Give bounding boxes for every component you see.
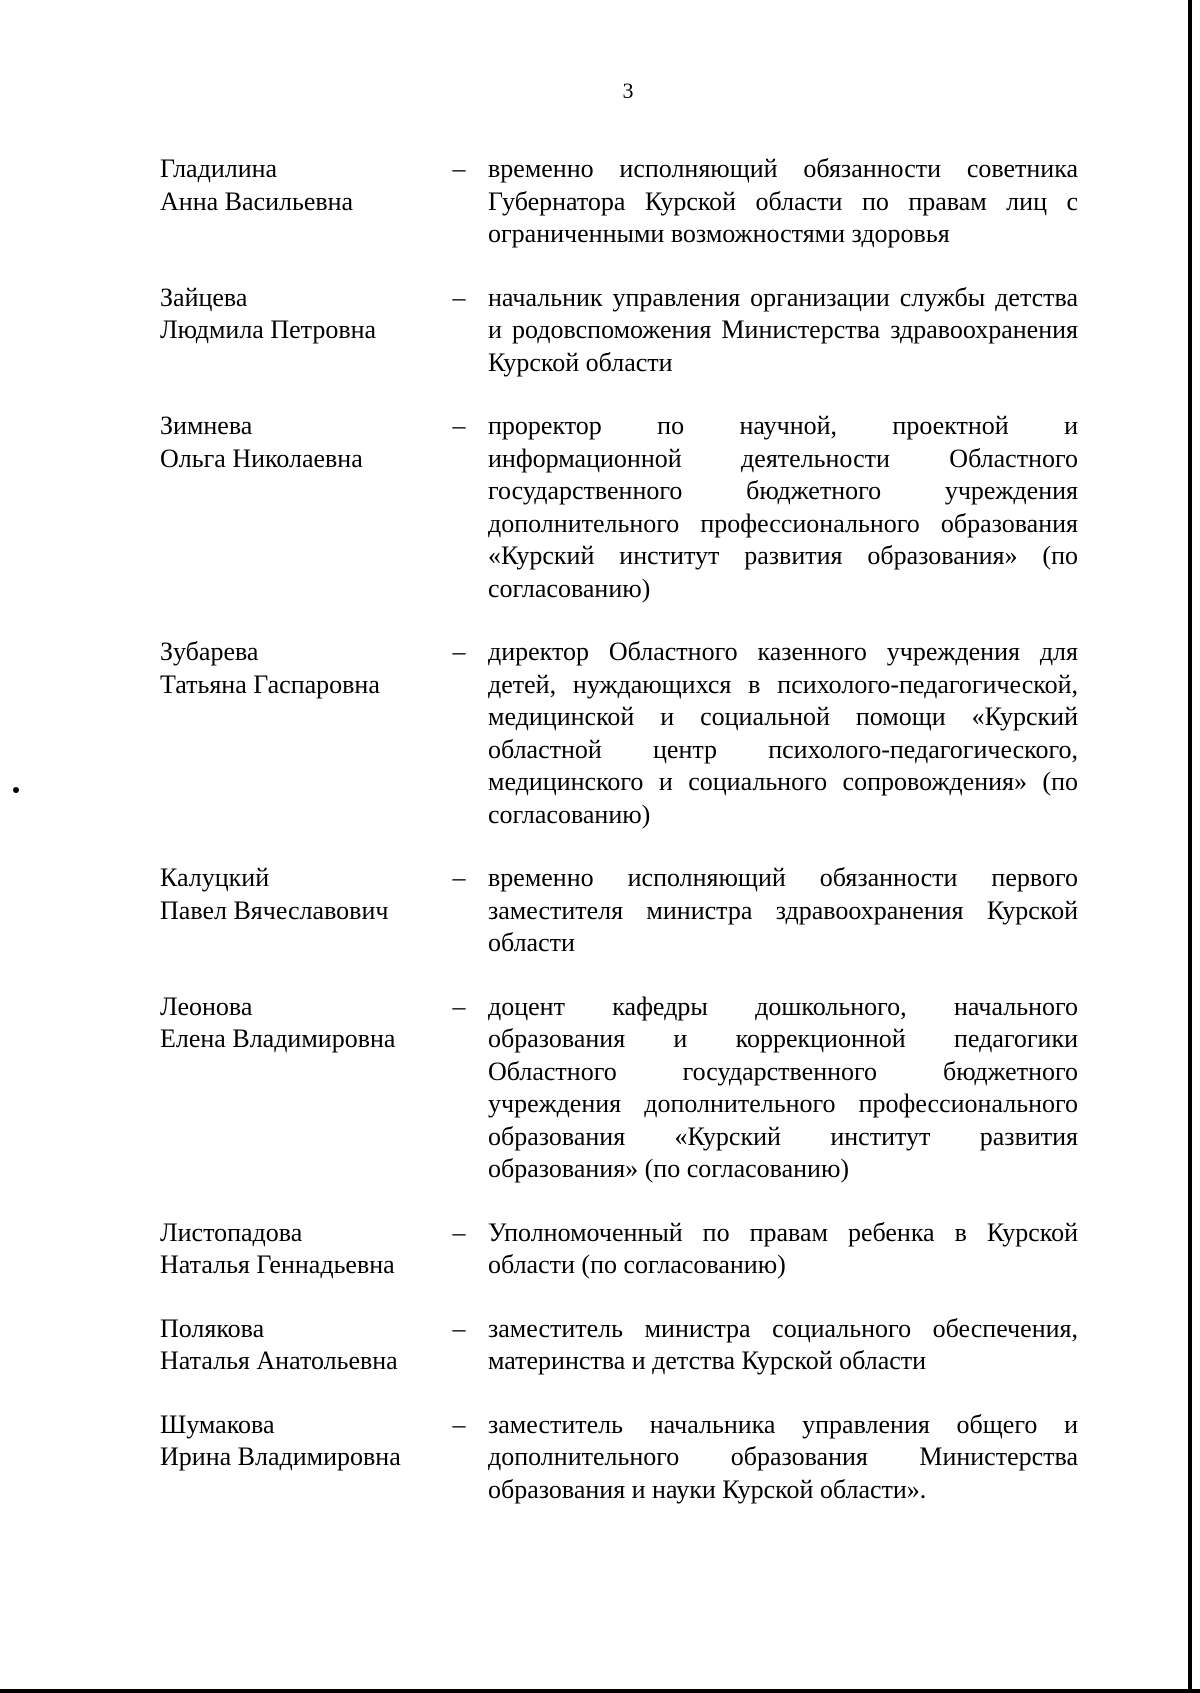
member-name — [160, 1313, 440, 1378]
member-position: заместитель министра социального обеспечения, материнства и детства Курской области — [488, 1313, 1078, 1375]
member-position: временно исполняющий обязанности советника Губернатора Курской области по правам лиц с ограниченными возможностями здоровья — [488, 154, 1078, 248]
scan-edge-right — [1188, 0, 1192, 1693]
member-entry — [160, 410, 1080, 605]
member-name — [160, 1217, 440, 1282]
member-given-names: Анна Васильевна — [160, 186, 354, 216]
member-surname: Зайцева — [160, 282, 248, 312]
member-entry — [160, 282, 1080, 380]
member-surname: Шумакова — [160, 1409, 275, 1439]
dash-separator: – — [452, 411, 466, 440]
member-given-names: Татьяна Гаспаровна — [160, 669, 380, 699]
member-name — [160, 410, 440, 605]
scan-speck — [13, 787, 19, 793]
member-given-names: Павел Вячеславович — [160, 895, 389, 925]
member-position: доцент кафедры дошкольного, начального образования и коррекционной педагогики Областного государственного бюджетного учреждения дополнительного профессионального образования «Курский институт развития образования» (по согласованию) — [488, 991, 1078, 1183]
member-surname: Зимнева — [160, 411, 253, 440]
member-given-names: Людмила Петровна — [160, 315, 377, 344]
scan-edge-bottom — [0, 1689, 1200, 1693]
dash-separator: – — [452, 637, 466, 666]
member-name — [160, 636, 440, 831]
member-name — [160, 153, 440, 251]
member-surname: Листопадова — [160, 1217, 303, 1247]
member-name — [160, 991, 440, 1186]
member-entry — [160, 862, 1080, 960]
dash-separator: – — [452, 1409, 466, 1439]
dash-separator: – — [452, 991, 466, 1021]
member-entry — [160, 1409, 1080, 1507]
dash-separator: – — [452, 282, 466, 312]
dash-separator: – — [452, 863, 466, 892]
page-number: 3 — [622, 78, 634, 103]
member-position: проректор по научной, проектной и информационной деятельности Областного государственного бюджетного учреждения дополнительного профессионального образования «Курский институт развития образования» (по согласованию) — [488, 411, 1078, 603]
member-position: временно исполняющий обязанности первого заместителя министра здравоохранения Курской области — [488, 863, 1078, 957]
member-name — [160, 282, 440, 380]
member-position: начальник управления организации службы детства и родовспоможения Министерства здравоохранения Курской области — [488, 282, 1078, 377]
member-position: заместитель начальника управления общего и дополнительного образования Министерства образования и науки Курской области». — [488, 1409, 1078, 1504]
member-given-names: Елена Владимировна — [160, 1024, 396, 1053]
member-surname: Гладилина — [160, 154, 278, 183]
member-given-names: Наталья Анатольевна — [160, 1346, 398, 1375]
member-entry — [160, 1217, 1080, 1282]
member-surname: Полякова — [160, 1313, 265, 1343]
dash-separator: – — [452, 1313, 466, 1343]
member-entry — [160, 991, 1080, 1186]
member-entry — [160, 1313, 1080, 1378]
member-name — [160, 1409, 440, 1507]
member-surname: Леонова — [160, 991, 253, 1021]
member-given-names: Ирина Владимировна — [160, 1442, 401, 1471]
member-entry — [160, 153, 1080, 251]
member-surname: Зубарева — [160, 637, 259, 666]
member-name — [160, 862, 440, 960]
dash-separator: – — [452, 154, 466, 183]
member-entry — [160, 636, 1080, 831]
dash-separator: – — [452, 1217, 466, 1247]
member-list — [160, 153, 1080, 1506]
member-given-names: Ольга Николаевна — [160, 443, 363, 473]
member-surname: Калуцкий — [160, 863, 270, 892]
member-position: директор Областного казенного учреждения для детей, нуждающихся в психолого-педагогической, медицинской и социальной помощи «Курский областной центр психолого-педагогического, медицинского и социального сопровождения» (по согласованию) — [488, 637, 1078, 829]
member-position: Уполномоченный по правам ребенка в Курской области (по согласованию) — [488, 1217, 1078, 1279]
member-given-names: Наталья Геннадьевна — [160, 1250, 395, 1279]
